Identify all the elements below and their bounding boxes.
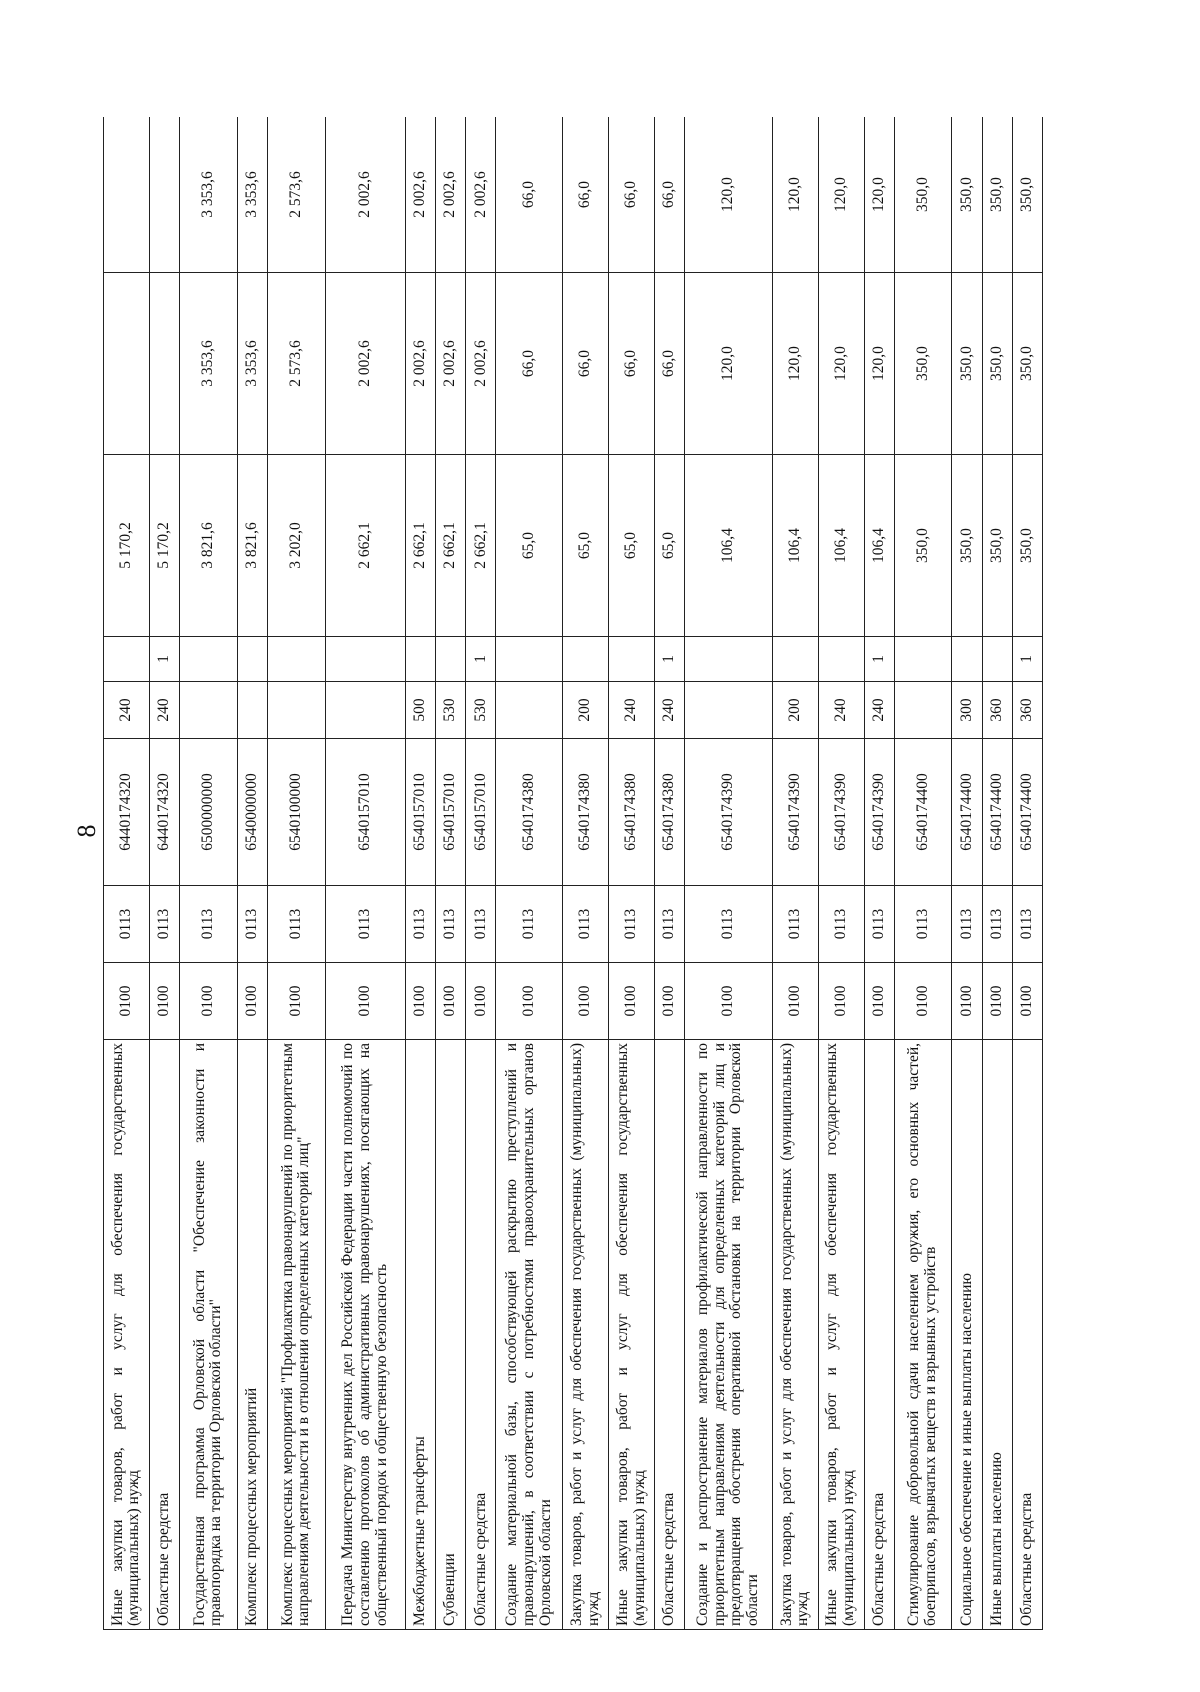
amount-year-1: 5 170,2 xyxy=(149,455,179,637)
target-article-code: 6540174400 xyxy=(1012,739,1042,886)
subsection-code: 0113 xyxy=(267,886,325,963)
amount-year-2: 3 353,6 xyxy=(237,273,267,455)
section-code: 0100 xyxy=(179,963,237,1040)
budget-item-name: Иные выплаты населению xyxy=(982,1040,1012,1630)
table-row xyxy=(864,117,894,1630)
amount-year-1: 65,0 xyxy=(654,455,684,637)
funding-source-flag xyxy=(104,637,150,682)
amount-year-1: 350,0 xyxy=(952,455,982,637)
section-code: 0100 xyxy=(104,963,150,1040)
funding-source-flag xyxy=(685,637,773,682)
table-row xyxy=(818,117,864,1630)
expense-type-code: 530 xyxy=(436,682,466,739)
budget-item-name: Иные закупки товаров, работ и услуг для обеспечения государственных (муниципальных) нужд xyxy=(609,1040,655,1630)
subsection-code: 0113 xyxy=(325,886,405,963)
expense-type-code xyxy=(496,682,563,739)
target-article-code: 6540000000 xyxy=(237,739,267,886)
funding-source-flag xyxy=(436,637,466,682)
funding-source-flag: 1 xyxy=(149,637,179,682)
expense-type-code xyxy=(267,682,325,739)
amount-year-3: 2 002,6 xyxy=(325,117,405,273)
expense-type-code: 240 xyxy=(864,682,894,739)
subsection-code: 0113 xyxy=(149,886,179,963)
amount-year-2: 66,0 xyxy=(563,273,609,455)
table-row xyxy=(466,117,496,1630)
target-article-code: 6540174390 xyxy=(772,739,818,886)
amount-year-1: 65,0 xyxy=(609,455,655,637)
table-row xyxy=(654,117,684,1630)
amount-year-2: 2 573,6 xyxy=(267,273,325,455)
subsection-code: 0113 xyxy=(466,886,496,963)
expense-type-code: 240 xyxy=(149,682,179,739)
amount-year-2: 120,0 xyxy=(685,273,773,455)
section-code: 0100 xyxy=(772,963,818,1040)
expense-type-code: 240 xyxy=(609,682,655,739)
expense-type-code: 240 xyxy=(818,682,864,739)
amount-year-3: 350,0 xyxy=(894,117,952,273)
subsection-code: 0113 xyxy=(406,886,436,963)
target-article-code: 6540157010 xyxy=(466,739,496,886)
amount-year-3: 120,0 xyxy=(864,117,894,273)
budget-item-name: Иные закупки товаров, работ и услуг для обеспечения государственных (муниципальных) нужд xyxy=(818,1040,864,1630)
funding-source-flag: 1 xyxy=(864,637,894,682)
expense-type-code xyxy=(237,682,267,739)
subsection-code: 0113 xyxy=(496,886,563,963)
target-article-code: 6540174400 xyxy=(894,739,952,886)
target-article-code: 6540174400 xyxy=(952,739,982,886)
subsection-code: 0113 xyxy=(436,886,466,963)
section-code: 0100 xyxy=(436,963,466,1040)
amount-year-2: 3 353,6 xyxy=(179,273,237,455)
target-article-code: 6540174380 xyxy=(654,739,684,886)
expense-type-code: 240 xyxy=(104,682,150,739)
table-row xyxy=(772,117,818,1630)
table-row xyxy=(982,117,1012,1630)
section-code: 0100 xyxy=(267,963,325,1040)
amount-year-3: 66,0 xyxy=(563,117,609,273)
table-row xyxy=(952,117,982,1630)
subsection-code: 0113 xyxy=(952,886,982,963)
amount-year-2: 350,0 xyxy=(894,273,952,455)
amount-year-3: 120,0 xyxy=(818,117,864,273)
target-article-code: 6540174390 xyxy=(818,739,864,886)
funding-source-flag xyxy=(982,637,1012,682)
amount-year-2: 2 002,6 xyxy=(466,273,496,455)
amount-year-1: 2 662,1 xyxy=(406,455,436,637)
budget-item-name: Областные средства xyxy=(466,1040,496,1630)
amount-year-3: 66,0 xyxy=(609,117,655,273)
funding-source-flag xyxy=(237,637,267,682)
expense-type-code xyxy=(179,682,237,739)
funding-source-flag xyxy=(496,637,563,682)
subsection-code: 0113 xyxy=(772,886,818,963)
funding-source-flag xyxy=(609,637,655,682)
subsection-code: 0113 xyxy=(563,886,609,963)
amount-year-1: 106,4 xyxy=(818,455,864,637)
section-code: 0100 xyxy=(894,963,952,1040)
table-row xyxy=(237,117,267,1630)
expense-type-code: 240 xyxy=(654,682,684,739)
amount-year-1: 2 662,1 xyxy=(325,455,405,637)
section-code: 0100 xyxy=(406,963,436,1040)
table-row xyxy=(563,117,609,1630)
funding-source-flag xyxy=(772,637,818,682)
section-code: 0100 xyxy=(466,963,496,1040)
amount-year-2: 120,0 xyxy=(864,273,894,455)
amount-year-2: 350,0 xyxy=(952,273,982,455)
amount-year-2: 66,0 xyxy=(496,273,563,455)
amount-year-2: 2 002,6 xyxy=(325,273,405,455)
funding-source-flag: 1 xyxy=(466,637,496,682)
target-article-code: 6440174320 xyxy=(149,739,179,886)
table-row xyxy=(609,117,655,1630)
amount-year-1: 350,0 xyxy=(894,455,952,637)
amount-year-1: 2 662,1 xyxy=(436,455,466,637)
funding-source-flag xyxy=(563,637,609,682)
subsection-code: 0113 xyxy=(654,886,684,963)
table-row xyxy=(179,117,237,1630)
table-row xyxy=(267,117,325,1630)
subsection-code: 0113 xyxy=(237,886,267,963)
budget-item-name: Создание и распространение материалов профилактической направленности по приоритетным направлениям деятельности для определенных категорий лиц и предотвращения обострения оперативной обстановки на территории Орловской области xyxy=(685,1040,773,1630)
amount-year-3 xyxy=(149,117,179,273)
expense-type-code: 200 xyxy=(563,682,609,739)
target-article-code: 6540174390 xyxy=(685,739,773,886)
budget-item-name: Создание материальной базы, способствующей раскрытию преступлений и правонарушений, в соответствии с потребностями правоохранительных органов Орловской области xyxy=(496,1040,563,1630)
section-code: 0100 xyxy=(496,963,563,1040)
expense-type-code: 530 xyxy=(466,682,496,739)
amount-year-1: 65,0 xyxy=(496,455,563,637)
section-code: 0100 xyxy=(654,963,684,1040)
page-number: 8 xyxy=(72,824,101,838)
funding-source-flag xyxy=(894,637,952,682)
expense-type-code: 360 xyxy=(1012,682,1042,739)
section-code: 0100 xyxy=(325,963,405,1040)
budget-item-name: Областные средства xyxy=(864,1040,894,1630)
budget-table xyxy=(103,117,1043,1630)
budget-item-name: Социальное обеспечение и иные выплаты населению xyxy=(952,1040,982,1630)
table-row xyxy=(496,117,563,1630)
amount-year-3: 120,0 xyxy=(772,117,818,273)
amount-year-1: 350,0 xyxy=(1012,455,1042,637)
amount-year-1: 106,4 xyxy=(864,455,894,637)
section-code: 0100 xyxy=(864,963,894,1040)
section-code: 0100 xyxy=(237,963,267,1040)
amount-year-2: 2 002,6 xyxy=(406,273,436,455)
funding-source-flag xyxy=(325,637,405,682)
subsection-code: 0113 xyxy=(685,886,773,963)
amount-year-2 xyxy=(104,273,150,455)
amount-year-2: 120,0 xyxy=(818,273,864,455)
budget-item-name: Закупка товаров, работ и услуг для обеспечения государственных (муниципальных) нужд xyxy=(772,1040,818,1630)
amount-year-1: 65,0 xyxy=(563,455,609,637)
table-row xyxy=(325,117,405,1630)
subsection-code: 0113 xyxy=(864,886,894,963)
amount-year-1: 106,4 xyxy=(772,455,818,637)
amount-year-1: 5 170,2 xyxy=(104,455,150,637)
amount-year-1: 3 202,0 xyxy=(267,455,325,637)
amount-year-3: 3 353,6 xyxy=(237,117,267,273)
amount-year-2: 66,0 xyxy=(609,273,655,455)
budget-item-name: Стимулирование добровольной сдачи населением оружия, его основных частей, боеприпасов, взрывчатых веществ и взрывных устройств xyxy=(894,1040,952,1630)
amount-year-1: 2 662,1 xyxy=(466,455,496,637)
target-article-code: 6540174380 xyxy=(609,739,655,886)
budget-item-name: Закупка товаров, работ и услуг для обеспечения государственных (муниципальных) нужд xyxy=(563,1040,609,1630)
section-code: 0100 xyxy=(609,963,655,1040)
section-code: 0100 xyxy=(685,963,773,1040)
table-row xyxy=(894,117,952,1630)
expense-type-code: 360 xyxy=(982,682,1012,739)
expense-type-code xyxy=(894,682,952,739)
amount-year-3: 350,0 xyxy=(982,117,1012,273)
budget-item-name: Передача Министерству внутренних дел Российской Федерации части полномочий по составлению протоколов об административных правонарушениях, посягающих на общественный порядок и общественную безопасность xyxy=(325,1040,405,1630)
funding-source-flag xyxy=(818,637,864,682)
budget-item-name: Межбюджетные трансферты xyxy=(406,1040,436,1630)
amount-year-2: 350,0 xyxy=(1012,273,1042,455)
amount-year-2: 350,0 xyxy=(982,273,1012,455)
expense-type-code: 500 xyxy=(406,682,436,739)
amount-year-2: 66,0 xyxy=(654,273,684,455)
amount-year-3: 2 573,6 xyxy=(267,117,325,273)
table-row xyxy=(436,117,466,1630)
amount-year-1: 3 821,6 xyxy=(237,455,267,637)
budget-item-name: Областные средства xyxy=(1012,1040,1042,1630)
funding-source-flag xyxy=(179,637,237,682)
section-code: 0100 xyxy=(818,963,864,1040)
budget-item-name: Иные закупки товаров, работ и услуг для обеспечения государственных (муниципальных) нужд xyxy=(104,1040,150,1630)
expense-type-code xyxy=(325,682,405,739)
expense-type-code: 300 xyxy=(952,682,982,739)
expense-type-code: 200 xyxy=(772,682,818,739)
subsection-code: 0113 xyxy=(609,886,655,963)
target-article-code: 6540174400 xyxy=(982,739,1012,886)
target-article-code: 6540174390 xyxy=(864,739,894,886)
subsection-code: 0113 xyxy=(818,886,864,963)
target-article-code: 6500000000 xyxy=(179,739,237,886)
subsection-code: 0113 xyxy=(894,886,952,963)
table-row xyxy=(1012,117,1042,1630)
target-article-code: 6540174380 xyxy=(496,739,563,886)
target-article-code: 6540100000 xyxy=(267,739,325,886)
table-body xyxy=(104,117,1043,1630)
budget-item-name: Государственная программа Орловской области "Обеспечение законности и правопорядка на территории Орловской области" xyxy=(179,1040,237,1630)
amount-year-3: 2 002,6 xyxy=(466,117,496,273)
target-article-code: 6540157010 xyxy=(325,739,405,886)
table-row xyxy=(104,117,150,1630)
table-row xyxy=(685,117,773,1630)
section-code: 0100 xyxy=(563,963,609,1040)
subsection-code: 0113 xyxy=(104,886,150,963)
target-article-code: 6540157010 xyxy=(436,739,466,886)
amount-year-3: 120,0 xyxy=(685,117,773,273)
amount-year-3: 350,0 xyxy=(952,117,982,273)
funding-source-flag: 1 xyxy=(654,637,684,682)
subsection-code: 0113 xyxy=(1012,886,1042,963)
amount-year-1: 3 821,6 xyxy=(179,455,237,637)
subsection-code: 0113 xyxy=(179,886,237,963)
funding-source-flag: 1 xyxy=(1012,637,1042,682)
target-article-code: 6440174320 xyxy=(104,739,150,886)
amount-year-2: 2 002,6 xyxy=(436,273,466,455)
section-code: 0100 xyxy=(1012,963,1042,1040)
amount-year-3 xyxy=(104,117,150,273)
rotated-table-area xyxy=(103,117,1043,1630)
amount-year-3: 2 002,6 xyxy=(436,117,466,273)
amount-year-3: 66,0 xyxy=(496,117,563,273)
budget-item-name: Комплекс процессных мероприятий xyxy=(237,1040,267,1630)
funding-source-flag xyxy=(267,637,325,682)
budget-item-name: Комплекс процессных мероприятий "Профилактика правонарушений по приоритетным направлениям деятельности и в отношении определенных категорий лиц" xyxy=(267,1040,325,1630)
budget-item-name: Областные средства xyxy=(654,1040,684,1630)
amount-year-2 xyxy=(149,273,179,455)
budget-item-name: Областные средства xyxy=(149,1040,179,1630)
funding-source-flag xyxy=(406,637,436,682)
table-row xyxy=(149,117,179,1630)
section-code: 0100 xyxy=(982,963,1012,1040)
table-row xyxy=(406,117,436,1630)
amount-year-2: 120,0 xyxy=(772,273,818,455)
budget-item-name: Субвенции xyxy=(436,1040,466,1630)
amount-year-1: 106,4 xyxy=(685,455,773,637)
section-code: 0100 xyxy=(149,963,179,1040)
funding-source-flag xyxy=(952,637,982,682)
rotated-page-content xyxy=(103,117,1043,1630)
amount-year-3: 350,0 xyxy=(1012,117,1042,273)
amount-year-3: 3 353,6 xyxy=(179,117,237,273)
target-article-code: 6540174380 xyxy=(563,739,609,886)
subsection-code: 0113 xyxy=(982,886,1012,963)
target-article-code: 6540157010 xyxy=(406,739,436,886)
amount-year-3: 66,0 xyxy=(654,117,684,273)
section-code: 0100 xyxy=(952,963,982,1040)
amount-year-3: 2 002,6 xyxy=(406,117,436,273)
expense-type-code xyxy=(685,682,773,739)
amount-year-1: 350,0 xyxy=(982,455,1012,637)
